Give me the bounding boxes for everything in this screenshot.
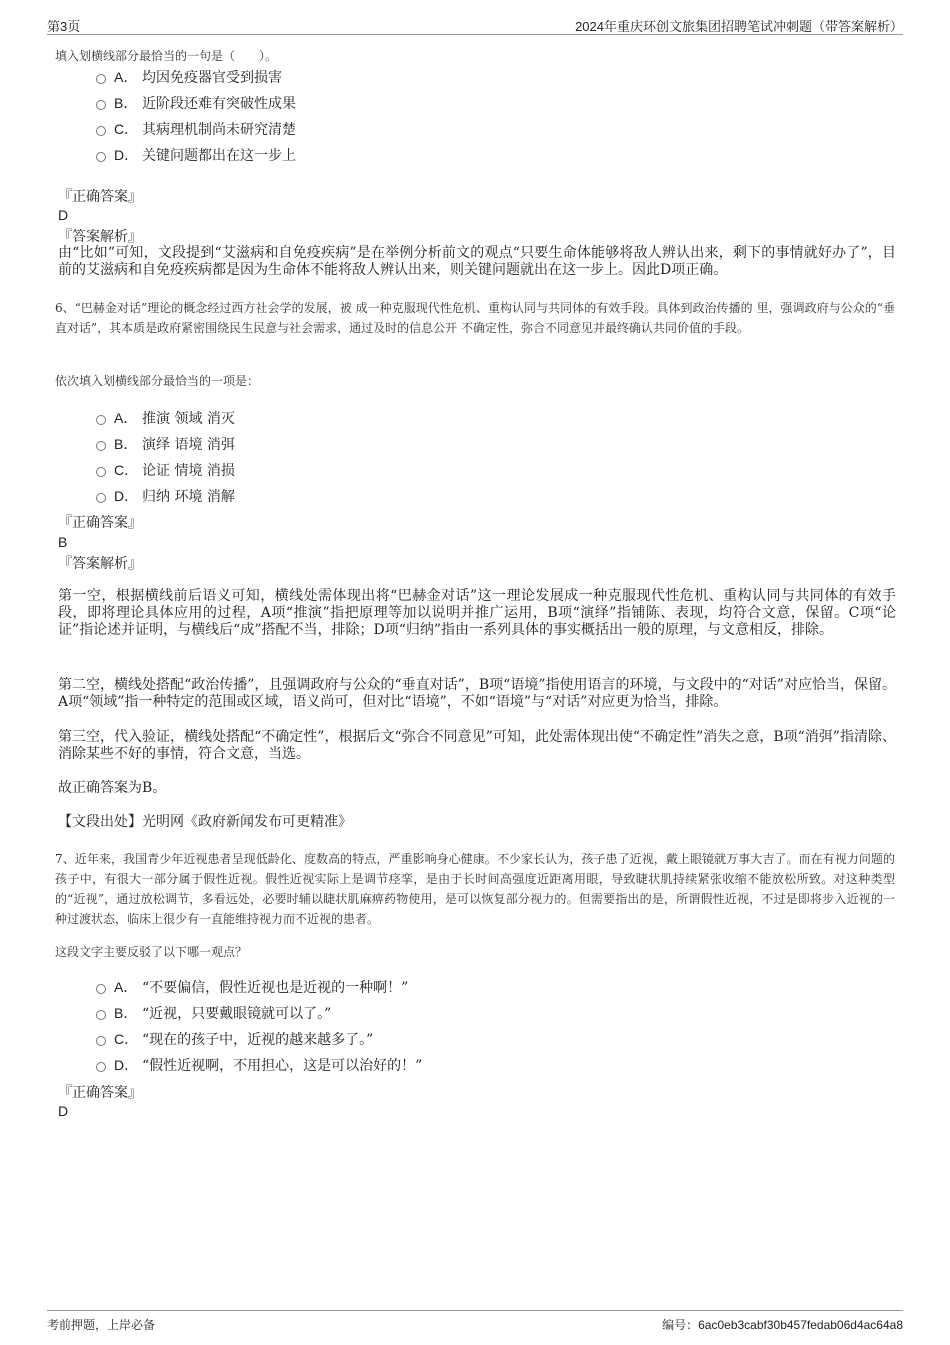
q6-analysis-paragraph: 第一空，根据横线前后语义可知，横线处需体现出将“巴赫金对话”这一理论发展成一种克服现代性危机、重构认同与共同体的有效手段，即将理论具体应用的过程，A项“推演”指把原理等加以说明并推广运用，B项“演绎”指铺陈、表现，均符合文意，保留。C项“论证”指论述并证明，与横线后“成”搭配不当，排除；D项“归纳”指由一系列具体的事实概括出一般的原理，与文意相反，排除。 <box>58 588 896 638</box>
q6-prompt: 依次填入划横线部分最恰当的一项是： <box>55 374 260 388</box>
radio-icon[interactable] <box>96 1010 106 1020</box>
q7-stem: 7、近年来，我国青少年近视患者呈现低龄化、度数高的特点，严重影响身心健康。不少家长认为，孩子患了近视，戴上眼镜就万事大吉了。而在有视力问题的孩子中，有很大一部分属于假性近视。假性近视实际上是调节痉挛，是由于长时间高强度近距离用眼，导致睫状肌持续紧张收缩不能放松所致。对这种类型的“近视”，通过放松调节，多看远处，必要时辅以睫状肌麻痹药物使用，是可以恢复部分视力的。但需要指出的是，所谓假性近视，不过是即将步入近视的一种过渡状态，临床上很少有一直能维持视力而不近视的患者。 <box>55 852 895 926</box>
q6-analysis-conclusion: 故正确答案为B。 <box>58 780 167 796</box>
q6-answer: B <box>58 534 68 550</box>
q6-option-b[interactable]: B． 演绎 语境 消弭 <box>96 433 235 455</box>
q6-analysis-label: 『答案解析』 <box>58 556 142 572</box>
q5-stem: 填入划横线部分最恰当的一句是（ ）。 <box>55 49 278 63</box>
q7-option-b[interactable]: B． “近视，只要戴眼镜就可以了。” <box>96 1002 331 1024</box>
q7-option-a[interactable]: A． “不要偏信，假性近视也是近视的一种啊！” <box>96 976 408 998</box>
page-number: 第3页 <box>47 19 81 34</box>
q5-answer-label: 『正确答案』 <box>58 189 142 205</box>
radio-icon[interactable] <box>96 152 106 162</box>
q6-source: 【文段出处】光明网《政府新闻发布可更精准》 <box>58 814 352 830</box>
footer-slogan: 考前押题，上岸必备 <box>47 1318 156 1332</box>
radio-icon[interactable] <box>96 1036 106 1046</box>
radio-icon[interactable] <box>96 74 106 84</box>
radio-icon[interactable] <box>96 984 106 994</box>
radio-icon[interactable] <box>96 1062 106 1072</box>
q5-analysis-label: 『答案解析』 <box>58 229 142 245</box>
radio-icon[interactable] <box>96 126 106 136</box>
q7-answer: D <box>58 1103 69 1119</box>
page-footer <box>47 1310 903 1333</box>
radio-icon[interactable] <box>96 441 106 451</box>
q6-option-a[interactable]: A． 推演 领域 消灭 <box>96 407 235 429</box>
document-title: 2024年重庆环创文旅集团招聘笔试冲刺题（带答案解析） <box>575 19 903 34</box>
q6-analysis-paragraph: 第三空，代入验证，横线处搭配“不确定性”，根据后文“弥合不同意见”可知，此处需体现出使“不确定性”消失之意，B项“消弭”指清除、消除某些不好的事情，符合文意，当选。 <box>58 729 896 762</box>
q6-analysis-paragraph: 第二空，横线处搭配“政治传播”，且强调政府与公众的“垂直对话”，B项“语境”指使用语言的环境，与文段中的“对话”对应恰当，保留。A项“领域”指一种特定的范围或区域，语义尚可，但对比“语境”，不如“语境”与“对话”对应更为恰当，排除。 <box>58 677 896 710</box>
q5-option-c[interactable]: C． 其病理机制尚未研究清楚 <box>96 118 296 140</box>
q5-option-a[interactable]: A． 均因免疫器官受到损害 <box>96 66 282 88</box>
document-code: 编号：6ac0eb3cabf30b457fedab06d4ac64a8 <box>662 1318 903 1332</box>
radio-icon[interactable] <box>96 467 106 477</box>
q7-option-c[interactable]: C． “现在的孩子中，近视的越来越多了。” <box>96 1028 373 1050</box>
q7-answer-label: 『正确答案』 <box>58 1085 142 1101</box>
q6-stem: 6、“巴赫金对话”理论的概念经过西方社会学的发展，被 成一种克服现代性危机、重构认同与共同体的有效手段。具体到政治传播的 里，强调政府与公众的“垂直对话”，其本质是政府紧密围绕民生民意与社会需求，通过及时的信息公开 不确定性，弥合不同意见并最终确认共同价值的手段。 <box>55 301 895 335</box>
q6-answer-label: 『正确答案』 <box>58 515 142 531</box>
q6-option-c[interactable]: C． 论证 情境 消损 <box>96 459 235 481</box>
q5-option-d[interactable]: D． 关键问题都出在这一步上 <box>96 144 296 166</box>
q5-answer: D <box>58 207 69 223</box>
q5-option-b[interactable]: B． 近阶段还难有突破性成果 <box>96 92 296 114</box>
radio-icon[interactable] <box>96 100 106 110</box>
q7-prompt: 这段文字主要反驳了以下哪一观点？ <box>55 945 248 959</box>
page-header <box>47 14 903 35</box>
radio-icon[interactable] <box>96 493 106 503</box>
q5-analysis: 由“比如”可知，文段提到“艾滋病和自免疫疾病”是在举例分析前文的观点“只要生命体能够将敌人辨认出来，剩下的事情就好办了”，目前的艾滋病和自免疫疾病都是因为生命体不能将敌人辨认出来，则关键问题就出在这一步上。因此D项正确。 <box>58 245 896 278</box>
q6-option-d[interactable]: D． 归纳 环境 消解 <box>96 485 235 507</box>
q7-option-d[interactable]: D． “假性近视啊，不用担心，这是可以治好的！” <box>96 1054 422 1076</box>
radio-icon[interactable] <box>96 415 106 425</box>
